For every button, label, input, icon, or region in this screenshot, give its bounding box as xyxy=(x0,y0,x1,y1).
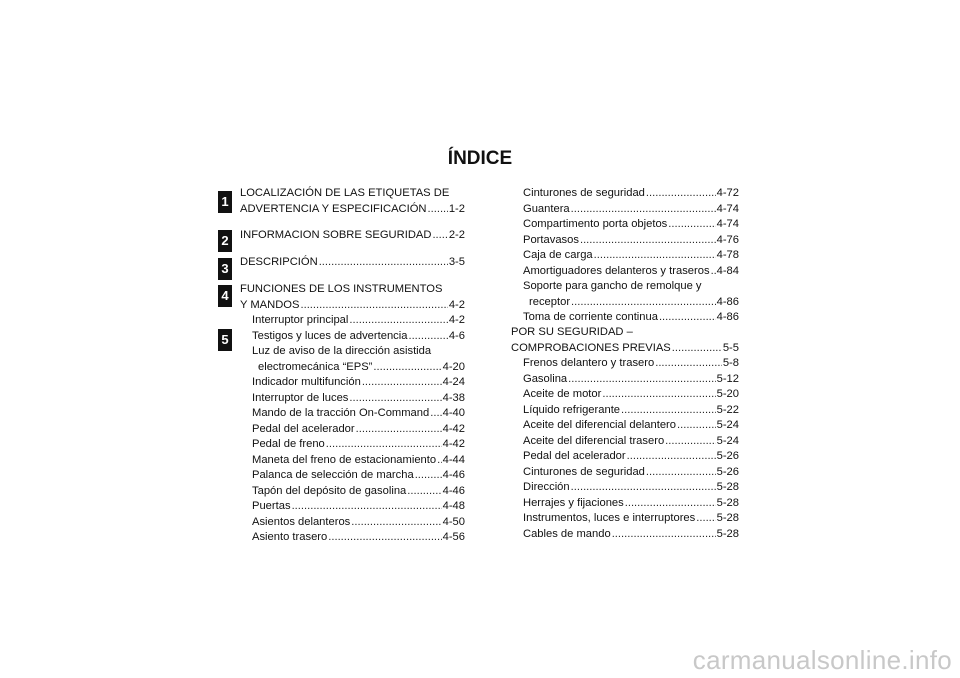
toc-entry[interactable] xyxy=(523,496,739,512)
toc-entry-page: 4-86 xyxy=(716,295,739,308)
toc-section-4-title: FUNCIONES DE LOS INSTRUMENTOS xyxy=(240,283,443,295)
toc-entry-title: Maneta del freno de estacionamiento xyxy=(252,453,437,466)
toc-entry-title: Palanca de selección de marcha xyxy=(252,469,414,481)
toc-entry-title: Asiento trasero xyxy=(252,531,328,543)
toc-leader xyxy=(580,233,716,249)
toc-leader xyxy=(646,186,716,202)
toc-entry-title: electromecánica “EPS” xyxy=(258,360,373,373)
toc-entry-page: 5-22 xyxy=(716,403,739,416)
toc-entry-page: 4-44 xyxy=(442,453,465,466)
toc-section-5[interactable] xyxy=(511,325,739,542)
toc-entry-title: Toma de corriente continua xyxy=(523,311,658,323)
toc-leader xyxy=(432,228,447,244)
toc-entry[interactable] xyxy=(252,406,465,422)
toc-entry-page: 4-74 xyxy=(716,218,739,230)
toc-entry[interactable] xyxy=(523,434,739,450)
toc-entry-page: 4-72 xyxy=(716,187,739,199)
toc-leader xyxy=(665,434,715,450)
toc-section-1[interactable] xyxy=(240,186,465,217)
toc-entry-page: 4-74 xyxy=(716,202,739,215)
toc-entry[interactable] xyxy=(523,310,739,326)
toc-entry-title: Y MANDOS xyxy=(240,298,300,311)
toc-entry-title: Pedal de freno xyxy=(252,438,325,450)
watermark: carmanualsonline.info xyxy=(692,645,952,675)
toc-entry-title: Interruptor principal xyxy=(252,314,349,326)
toc-entry-title: ADVERTENCIA Y ESPECIFICACIÓN xyxy=(240,202,427,215)
toc-entry-page: 5-26 xyxy=(716,450,739,462)
toc-entry-page: 3-5 xyxy=(448,256,465,268)
toc-entry[interactable] xyxy=(252,375,465,391)
toc-entry-page: 5-28 xyxy=(716,496,739,509)
toc-entry-title: Tapón del depósito de gasolina xyxy=(252,484,407,497)
toc-leader xyxy=(672,341,722,357)
toc-entry[interactable] xyxy=(523,264,739,280)
toc-entry-page: 4-2 xyxy=(448,314,465,326)
toc-entry[interactable] xyxy=(252,530,465,546)
toc-entry[interactable] xyxy=(240,255,465,271)
toc-entry-title: Pedal del acelerador xyxy=(252,422,355,435)
toc-entry-page: 5-8 xyxy=(722,357,739,369)
toc-entry-title: Aceite del diferencial trasero xyxy=(523,434,665,447)
toc-entry-title: Líquido refrigerante xyxy=(523,403,621,416)
section-tab-4[interactable]: 4 xyxy=(218,285,232,307)
toc-entry-title: DESCRIPCIÓN xyxy=(240,256,318,268)
toc-entry-page: 4-20 xyxy=(442,360,465,373)
toc-entry[interactable] xyxy=(523,186,739,202)
toc-leader xyxy=(300,298,447,314)
toc-leader xyxy=(430,406,441,422)
toc-entry-title: Pedal del acelerador xyxy=(523,450,626,462)
toc-entry-page: 4-46 xyxy=(442,484,465,497)
toc-leader xyxy=(407,484,441,500)
toc-entry-title: Instrumentos, luces e interruptores xyxy=(523,512,696,524)
toc-leader xyxy=(655,356,722,372)
toc-entry[interactable] xyxy=(252,313,465,329)
toc-section-4[interactable] xyxy=(240,282,465,546)
toc-entry-title: Puertas xyxy=(252,500,291,512)
toc-entry-title: Amortiguadores delanteros y traseros xyxy=(523,264,710,277)
toc-entry-title: Asientos delanteros xyxy=(252,515,351,528)
toc-entry[interactable] xyxy=(240,228,465,244)
toc-entry[interactable] xyxy=(523,248,739,264)
toc-entry[interactable] xyxy=(252,437,465,453)
toc-leader xyxy=(349,391,441,407)
toc-entry-title: Caja de carga xyxy=(523,249,593,261)
toc-entry-title: Portavasos xyxy=(523,233,579,246)
toc-leader xyxy=(326,437,442,453)
toc-leader xyxy=(602,387,715,403)
toc-entry-title: Cinturones de seguridad xyxy=(523,465,645,478)
toc-leader xyxy=(328,530,441,546)
toc-entry[interactable] xyxy=(252,360,465,376)
toc-entry[interactable] xyxy=(523,217,739,233)
toc-entry[interactable] xyxy=(523,295,739,311)
page-title: ÍNDICE xyxy=(447,148,513,169)
toc-leader xyxy=(571,202,716,218)
toc-entry[interactable] xyxy=(252,468,465,484)
toc-leader xyxy=(711,264,716,280)
toc-entry-page: 4-24 xyxy=(442,376,465,388)
toc-leader xyxy=(349,313,447,329)
toc-leader xyxy=(428,202,448,218)
toc-entry[interactable] xyxy=(523,233,739,249)
toc-entry[interactable] xyxy=(511,341,739,357)
toc-entry[interactable] xyxy=(523,356,739,372)
toc-section-2[interactable] xyxy=(240,228,465,244)
toc-entry-page: 4-40 xyxy=(442,407,465,419)
toc-entry-title: receptor xyxy=(529,295,571,308)
toc-entry-title: Cables de mando xyxy=(523,527,611,540)
toc-entry-title: Frenos delantero y trasero xyxy=(523,357,655,369)
toc-entry-page: 5-5 xyxy=(722,341,739,354)
toc-leader xyxy=(612,527,716,543)
toc-entry-title: Interruptor de luces xyxy=(252,391,349,404)
toc-entry-page: 4-6 xyxy=(448,329,465,342)
toc-entry[interactable] xyxy=(240,298,465,314)
toc-entry-title: Guantera xyxy=(523,202,570,215)
toc-leader xyxy=(319,255,448,271)
toc-entry-title-line: Soporte para gancho de remolque y xyxy=(523,280,702,292)
toc-entry[interactable] xyxy=(523,465,739,481)
toc-entry-page: 4-42 xyxy=(442,438,465,450)
toc-entry-title: Herrajes y fijaciones xyxy=(523,496,624,509)
toc-entry-page: 5-12 xyxy=(716,372,739,385)
toc-leader xyxy=(646,465,716,481)
toc-entry-page: 4-42 xyxy=(442,422,465,435)
toc-leader xyxy=(571,480,716,496)
toc-entry[interactable] xyxy=(523,480,739,496)
toc-section-1-title: LOCALIZACIÓN DE LAS ETIQUETAS DE xyxy=(240,187,450,199)
toc-entry-page: 5-20 xyxy=(716,388,739,400)
toc-entry[interactable] xyxy=(252,422,465,438)
toc-entry[interactable] xyxy=(240,202,465,218)
toc-entry-title: Dirección xyxy=(523,481,570,493)
toc-entry-page: 4-50 xyxy=(442,515,465,528)
toc-leader xyxy=(625,496,716,512)
toc-entry-page: 4-86 xyxy=(716,311,739,323)
toc-entry[interactable] xyxy=(523,449,739,465)
toc-entry-page: 5-28 xyxy=(716,481,739,493)
toc-leader xyxy=(362,375,442,391)
toc-entry-title: Indicador multifunción xyxy=(252,376,361,388)
toc-leader xyxy=(621,403,716,419)
toc-entry-title: Aceite del diferencial delantero xyxy=(523,419,676,431)
section-tab-1[interactable]: 1 xyxy=(218,191,232,213)
toc-entry-page: 4-56 xyxy=(442,531,465,543)
toc-entry-title: Testigos y luces de advertencia xyxy=(252,329,408,342)
toc-entry-page: 4-84 xyxy=(716,264,739,277)
toc-entry[interactable] xyxy=(252,329,465,345)
toc-leader xyxy=(351,515,441,531)
toc-entry-page: 4-2 xyxy=(448,298,465,311)
toc-entry-page: 4-48 xyxy=(442,500,465,512)
section-tab-3[interactable]: 3 xyxy=(218,258,232,280)
toc-entry[interactable] xyxy=(523,403,739,419)
toc-entry-title: Gasolina xyxy=(523,372,568,385)
toc-section-3[interactable] xyxy=(240,255,465,271)
toc-leader xyxy=(696,511,715,527)
toc-entry-title: Mando de la tracción On-Command xyxy=(252,407,430,419)
toc-entry-page: 4-76 xyxy=(716,233,739,246)
toc-entry-page: 4-38 xyxy=(442,391,465,404)
toc-section-4-continued[interactable] xyxy=(511,186,739,326)
toc-leader xyxy=(356,422,442,438)
toc-leader xyxy=(668,217,715,233)
toc-entry-title: Cinturones de seguridad xyxy=(523,187,645,199)
toc-entry-title: COMPROBACIONES PREVIAS xyxy=(511,341,671,354)
toc-entry[interactable] xyxy=(523,202,739,218)
toc-entry-title-line: Luz de aviso de la dirección asistida xyxy=(252,345,432,357)
toc-entry-title: Aceite de motor xyxy=(523,388,602,400)
toc-entry[interactable] xyxy=(252,391,465,407)
toc-leader xyxy=(677,418,716,434)
toc-entry-title: INFORMACION SOBRE SEGURIDAD xyxy=(240,229,432,241)
toc-entry[interactable] xyxy=(523,372,739,388)
toc-leader xyxy=(571,295,716,311)
toc-leader xyxy=(373,360,441,376)
toc-entry[interactable] xyxy=(252,484,465,500)
toc-entry-page: 5-26 xyxy=(716,465,739,478)
toc-entry-title: Compartimento porta objetos xyxy=(523,218,668,230)
toc-entry-page: 4-46 xyxy=(442,469,465,481)
toc-leader xyxy=(292,499,442,515)
toc-entry[interactable] xyxy=(252,499,465,515)
toc-entry-page: 5-28 xyxy=(716,527,739,540)
toc-entry-page: 5-24 xyxy=(716,419,739,431)
toc-leader xyxy=(437,453,442,469)
toc-entry-page: 4-78 xyxy=(716,249,739,261)
toc-entry[interactable] xyxy=(523,418,739,434)
section-tab-5[interactable]: 5 xyxy=(218,329,232,351)
toc-entry[interactable] xyxy=(523,511,739,527)
section-tab-2[interactable]: 2 xyxy=(218,230,232,252)
toc-entry-page: 2-2 xyxy=(448,229,465,241)
toc-leader xyxy=(627,449,716,465)
toc-entry-page: 5-24 xyxy=(716,434,739,447)
toc-entry[interactable] xyxy=(523,527,739,543)
toc-entry[interactable] xyxy=(252,453,465,469)
toc-leader xyxy=(594,248,716,264)
toc-entry[interactable] xyxy=(252,515,465,531)
toc-section-5-title: POR SU SEGURIDAD – xyxy=(511,326,633,338)
toc-leader xyxy=(408,329,447,345)
toc-entry-page: 1-2 xyxy=(448,202,465,215)
toc-entry[interactable] xyxy=(523,387,739,403)
toc-leader xyxy=(659,310,716,326)
toc-leader xyxy=(568,372,715,388)
toc-leader xyxy=(415,468,442,484)
toc-entry-page: 5-28 xyxy=(716,512,739,524)
